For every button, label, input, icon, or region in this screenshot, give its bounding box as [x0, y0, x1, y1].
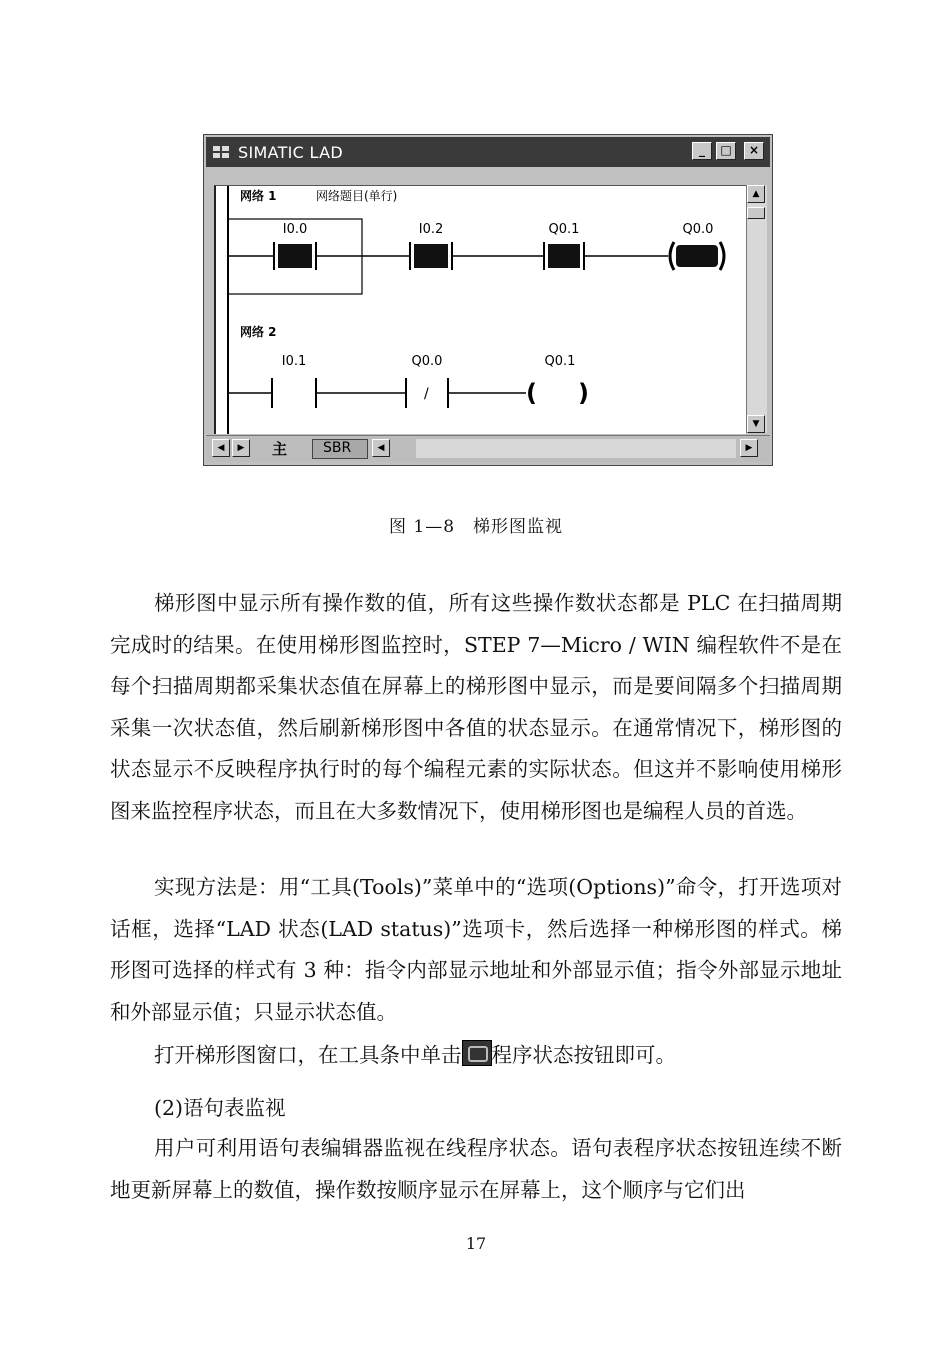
contact-q0-1[interactable]	[544, 222, 584, 270]
tab-sbr[interactable]: SBR	[312, 439, 368, 459]
program-status-icon	[462, 1040, 492, 1066]
app-icon	[212, 143, 230, 161]
coil-q0-1-label: Q0.1	[544, 354, 576, 369]
paragraph-3-before: 打开梯形图窗口，在工具条中单击	[154, 1043, 462, 1067]
figure-caption: 图 1—8 梯形图监视	[388, 517, 564, 537]
nc-slash: /	[424, 386, 429, 402]
sheet-tab-bar	[206, 435, 770, 462]
contact-i0-0[interactable]	[274, 222, 316, 270]
title-bar	[206, 137, 770, 167]
contact-i0-2-label: I0.2	[418, 222, 444, 237]
contact-i0-0-label: I0.0	[282, 222, 308, 237]
network-1-label: 网络 1	[240, 189, 277, 203]
scroll-down-icon[interactable]: ▼	[747, 415, 765, 433]
paragraph-3	[110, 1035, 842, 1077]
page-number: 17	[465, 1234, 487, 1253]
tab-next-icon[interactable]: ▶	[232, 439, 250, 457]
coil-q0-1[interactable]	[526, 354, 589, 407]
network-2-label: 网络 2	[240, 325, 277, 339]
network-1-comment: 网络题目(单行)	[316, 189, 398, 203]
paragraph-5: 用户可利用语句表编辑器监视在线程序状态。语句表程序状态按钮连续不断地更新屏幕上的数值，操作数按顺序显示在屏幕上，这个顺序与它们出	[110, 1136, 842, 1202]
contact-i0-1-label: I0.1	[281, 354, 307, 369]
hscroll-right-icon[interactable]: ▶	[740, 439, 758, 457]
paragraph-2: 实现方法是：用“工具(Tools)”菜单中的“选项(Options)”命令，打开选项对话框，选择“LAD 状态(LAD status)”选项卡，然后选择一种梯形图的样式。梯形图可选择的样式有 3 种：指令内部显示地址和外部显示值；指令外部显示地址和外部显示值；只显示状态值。	[110, 875, 842, 1024]
coil-q0-0[interactable]	[670, 222, 724, 270]
hscroll-left-icon[interactable]: ◀	[372, 439, 390, 457]
section-heading: (2)语句表监视	[154, 1096, 286, 1120]
close-button[interactable]: ×	[744, 142, 764, 160]
coil-q0-1-close: )	[578, 379, 589, 407]
maximize-button[interactable]: □	[716, 142, 736, 160]
paragraph-3-after: 程序状态按钮即可。	[491, 1043, 676, 1067]
ladder-editor[interactable]	[214, 185, 746, 434]
tab-main[interactable]: 主	[272, 440, 288, 458]
contact-i0-1[interactable]	[272, 354, 316, 408]
paragraph-1: 梯形图中显示所有操作数的值，所有这些操作数状态都是 PLC 在扫描周期完成时的结果。在使用梯形图监控时，STEP 7—Micro / WIN 编程软件不是在每个扫描周期都采集状态值在屏幕上的梯形图中显示，而是要间隔多个扫描周期采集一次状态值，然后刷新梯形图中各值的状态显示。在通常情况下，梯形图的状态显示不反映程序执行时的每个编程元素的实际状态。但这并不影响使用梯形图来监控程序状态，而且在大多数情况下，使用梯形图也是编程人员的首选。	[110, 591, 842, 823]
window-title: SIMATIC LAD	[238, 143, 343, 162]
coil-q0-1-open: (	[526, 379, 537, 407]
vertical-scrollbar[interactable]	[746, 185, 767, 433]
scroll-up-icon[interactable]: ▲	[747, 185, 765, 203]
tab-prev-icon[interactable]: ◀	[212, 439, 230, 457]
scroll-thumb[interactable]	[747, 207, 765, 219]
simatic-lad-window	[203, 134, 773, 466]
coil-q0-0-label: Q0.0	[682, 222, 714, 237]
contact-q0-1-label: Q0.1	[548, 222, 580, 237]
contact-q0-0-label: Q0.0	[411, 354, 443, 369]
horizontal-scrollbar[interactable]	[416, 439, 736, 458]
minimize-button[interactable]: _	[692, 142, 712, 160]
ladder-diagram	[216, 186, 746, 434]
contact-i0-2[interactable]	[410, 222, 452, 270]
contact-q0-0-nc[interactable]	[406, 354, 448, 408]
